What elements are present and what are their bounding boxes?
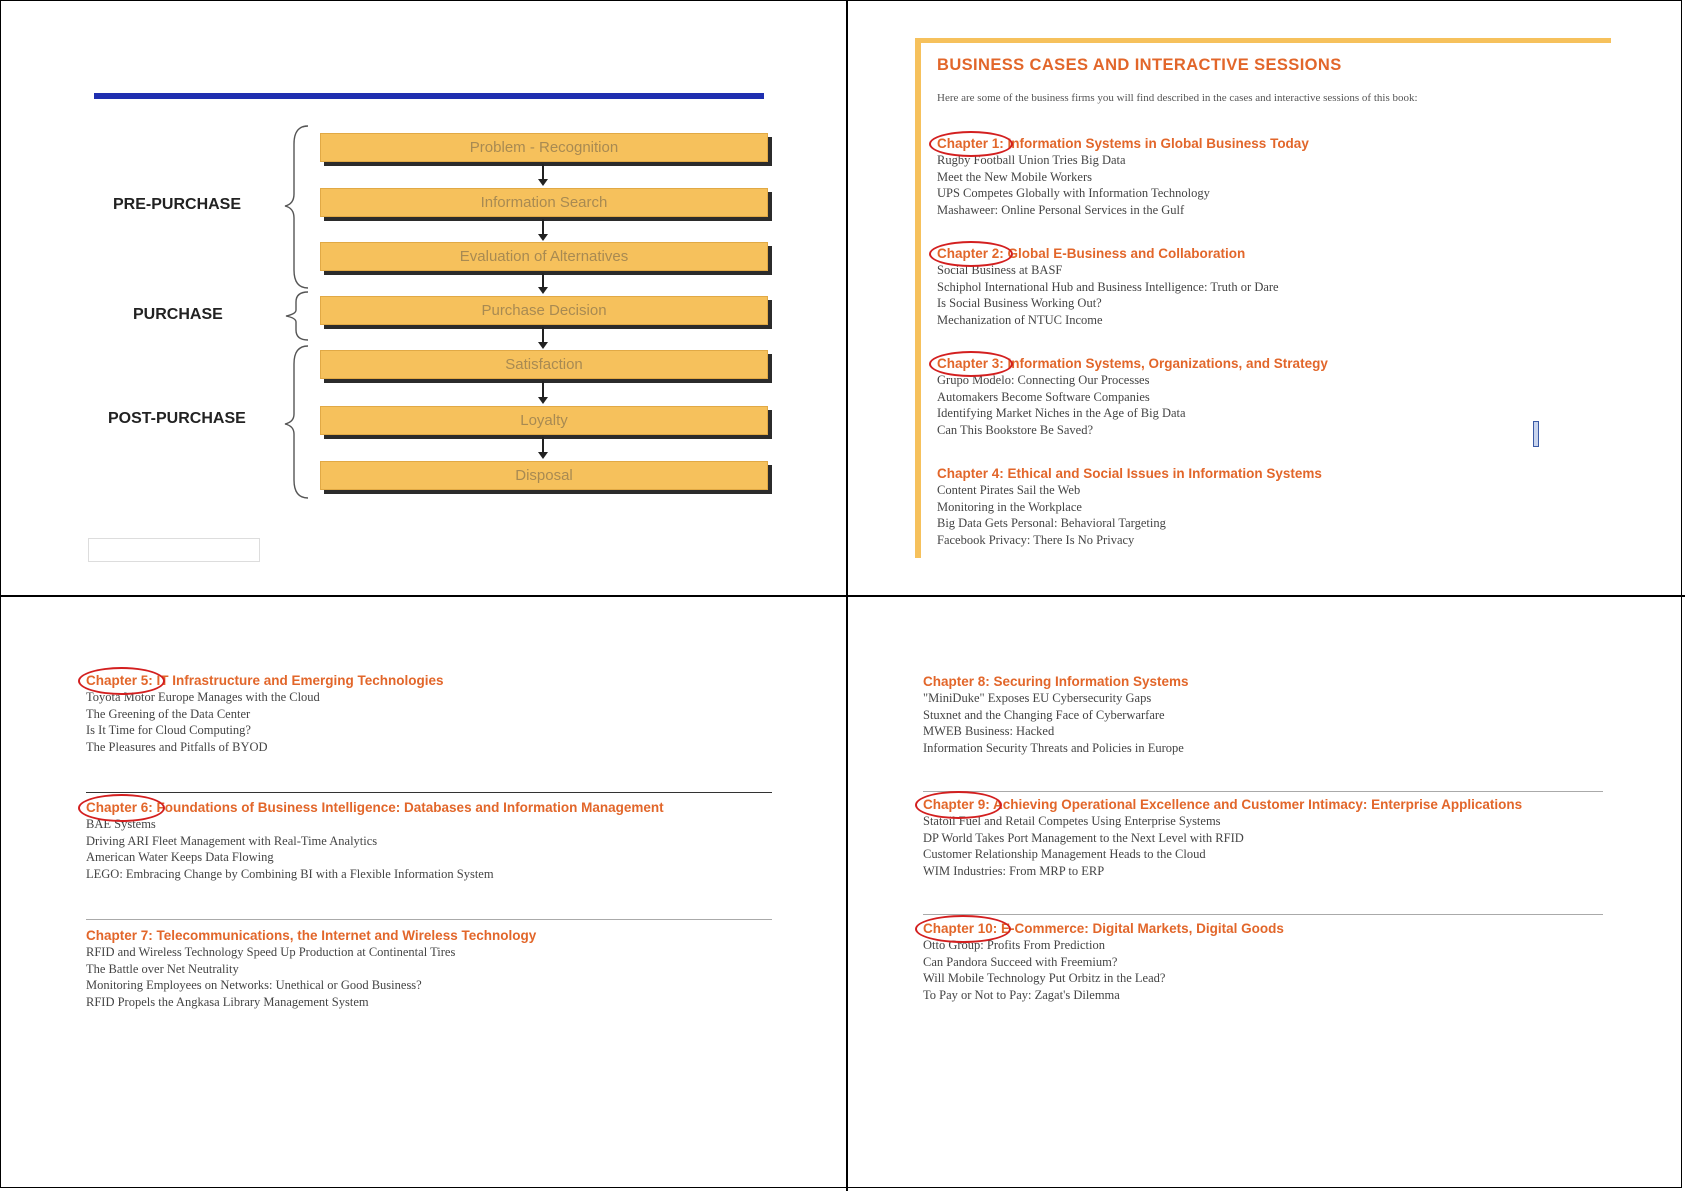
case-item: Information Security Threats and Policies in Europe: [923, 740, 1184, 755]
chapter-title: Chapter 5: IT Infrastructure and Emerging Technologies: [86, 673, 444, 688]
chapter-title: Chapter 3: Information Systems, Organizations, and Strategy: [937, 356, 1328, 371]
highlight-circle: [78, 794, 165, 822]
case-item: Mashaweer: Online Personal Services in the Gulf: [937, 202, 1185, 217]
case-item: Will Mobile Technology Put Orbitz in the Lead?: [923, 971, 1166, 985]
phase-braces: [282, 124, 312, 504]
arrow-down: [542, 327, 544, 347]
step-evaluation-of-alternatives: Evaluation of Alternatives: [320, 242, 768, 271]
chapter-title: Chapter 10: E-Commerce: Digital Markets, Digital Goods: [923, 921, 1284, 936]
case-item: Monitoring Employees on Networks: Unethical or Good Business?: [86, 978, 422, 992]
step-information-search: Information Search: [320, 188, 768, 217]
slide-divider-horizontal: [0, 595, 1685, 597]
title-underline: [94, 93, 764, 99]
chapter-block: [86, 928, 536, 1010]
case-item: MWEB Business: Hacked: [923, 724, 1055, 738]
highlight-circle: [915, 915, 1011, 943]
case-item: Is Social Business Working Out?: [937, 296, 1102, 310]
case-item: Is It Time for Cloud Computing?: [86, 723, 251, 737]
chapter-block: [937, 356, 1328, 438]
case-item: Can Pandora Succeed with Freemium?: [923, 954, 1118, 969]
case-item: Monitoring in the Workplace: [937, 499, 1082, 514]
section-separator: [86, 792, 772, 793]
brace-purchase: [286, 292, 308, 340]
case-item: American Water Keeps Data Flowing: [86, 850, 274, 864]
panel-side-bar: [915, 38, 921, 558]
chapter-block: [86, 800, 664, 882]
case-item: Big Data Gets Personal: Behavioral Targeting: [937, 516, 1166, 530]
step-disposal: Disposal: [320, 461, 768, 490]
highlight-circle: [929, 351, 1013, 377]
case-item: Automakers Become Software Companies: [937, 389, 1150, 404]
case-item: Social Business at BASF: [937, 263, 1063, 277]
step-loyalty: Loyalty: [320, 406, 768, 435]
case-item: RFID and Wireless Technology Speed Up Production at Continental Tires: [86, 945, 456, 959]
highlight-circle: [915, 791, 1002, 819]
chapter-title: Chapter 2: Global E-Business and Collaboration: [937, 246, 1246, 261]
chapter-block: [86, 673, 444, 755]
chapter-block: [937, 466, 1322, 548]
case-item: RFID Propels the Angkasa Library Management System: [86, 994, 369, 1009]
case-item: UPS Competes Globally with Information Technology: [937, 186, 1210, 200]
case-item: Driving ARI Fleet Management with Real-Time Analytics: [86, 833, 378, 848]
brace-post-purchase: [285, 346, 308, 498]
case-item: WIM Industries: From MRP to ERP: [923, 863, 1105, 878]
highlight-circle: [929, 241, 1013, 267]
arrow-down: [542, 273, 544, 292]
case-item: BAE Systems: [86, 817, 156, 831]
case-item: Meet the New Mobile Workers: [937, 169, 1092, 184]
case-item: Toyota Motor Europe Manages with the Cloud: [86, 690, 320, 704]
section-separator: [923, 791, 1603, 792]
phase-label-pre-purchase: PRE-PURCHASE: [113, 196, 242, 213]
section-separator: [923, 914, 1603, 915]
panel-intro: Here are some of the business firms you will find described in the cases and interactive sessions of this book:: [937, 92, 1418, 104]
phase-label-post-purchase: POST-PURCHASE: [108, 410, 246, 427]
chapter-block: [923, 797, 1522, 879]
brace-pre-purchase: [285, 126, 308, 288]
chapter-title: Chapter 9: Achieving Operational Excellence and Customer Intimacy: Enterprise Applications: [923, 797, 1523, 812]
case-item: Mechanization of NTUC Income: [937, 312, 1103, 327]
chapter-block: [937, 136, 1309, 218]
case-item: The Greening of the Data Center: [86, 706, 251, 721]
chapter-title: Chapter 6: Foundations of Business Intelligence: Databases and Information Management: [86, 800, 664, 815]
case-item: Grupo Modelo: Connecting Our Processes: [937, 373, 1150, 387]
case-item: Statoil Fuel and Retail Competes Using Enterprise Systems: [923, 814, 1221, 828]
case-item: The Battle over Net Neutrality: [86, 961, 239, 976]
panel-title: BUSINESS CASES AND INTERACTIVE SESSIONS: [937, 56, 1342, 74]
case-item: Identifying Market Niches in the Age of Big Data: [937, 406, 1186, 420]
step-purchase-decision: Purchase Decision: [320, 296, 768, 325]
chapter-block: [937, 246, 1279, 328]
case-item: Stuxnet and the Changing Face of Cyberwarfare: [923, 707, 1165, 722]
case-item: Can This Bookstore Be Saved?: [937, 422, 1093, 437]
scroll-handle-icon[interactable]: [1533, 421, 1539, 447]
step-problem-recognition: Problem - Recognition: [320, 133, 768, 162]
highlight-circle: [929, 131, 1013, 157]
case-item: DP World Takes Port Management to the Next Level with RFID: [923, 830, 1244, 845]
chapter-block: [923, 674, 1189, 756]
chapter-title: Chapter 7: Telecommunications, the Internet and Wireless Technology: [86, 928, 537, 943]
section-separator: [86, 919, 772, 920]
case-item: LEGO: Embracing Change by Combining BI with a Flexible Information System: [86, 866, 494, 881]
phase-label-purchase: PURCHASE: [133, 306, 223, 323]
case-item: Facebook Privacy: There Is No Privacy: [937, 532, 1135, 547]
case-item: "MiniDuke" Exposes EU Cybersecurity Gaps: [923, 691, 1152, 705]
case-item: The Pleasures and Pitfalls of BYOD: [86, 739, 268, 754]
panel-top-bar: [915, 38, 1611, 43]
chapter-title: Chapter 1: Information Systems in Global Business Today: [937, 136, 1309, 151]
case-item: Content Pirates Sail the Web: [937, 483, 1081, 497]
case-item: Customer Relationship Management Heads to the Cloud: [923, 847, 1206, 861]
arrow-down: [542, 381, 544, 402]
chapter-title: Chapter 4: Ethical and Social Issues in Information Systems: [937, 466, 1322, 481]
footer-placeholder-box: [88, 538, 260, 562]
chapter-title: Chapter 8: Securing Information Systems: [923, 674, 1189, 689]
highlight-circle: [78, 667, 165, 695]
arrow-down: [542, 437, 544, 457]
step-satisfaction: Satisfaction: [320, 350, 768, 379]
arrow-down: [542, 164, 544, 184]
case-item: To Pay or Not to Pay: Zagat's Dilemma: [923, 987, 1120, 1002]
case-item: Rugby Football Union Tries Big Data: [937, 153, 1126, 167]
chapter-block: [923, 921, 1284, 1003]
case-item: Schiphol International Hub and Business Intelligence: Truth or Dare: [937, 279, 1279, 294]
arrow-down: [542, 219, 544, 239]
case-item: Otto Group: Profits From Prediction: [923, 938, 1105, 952]
